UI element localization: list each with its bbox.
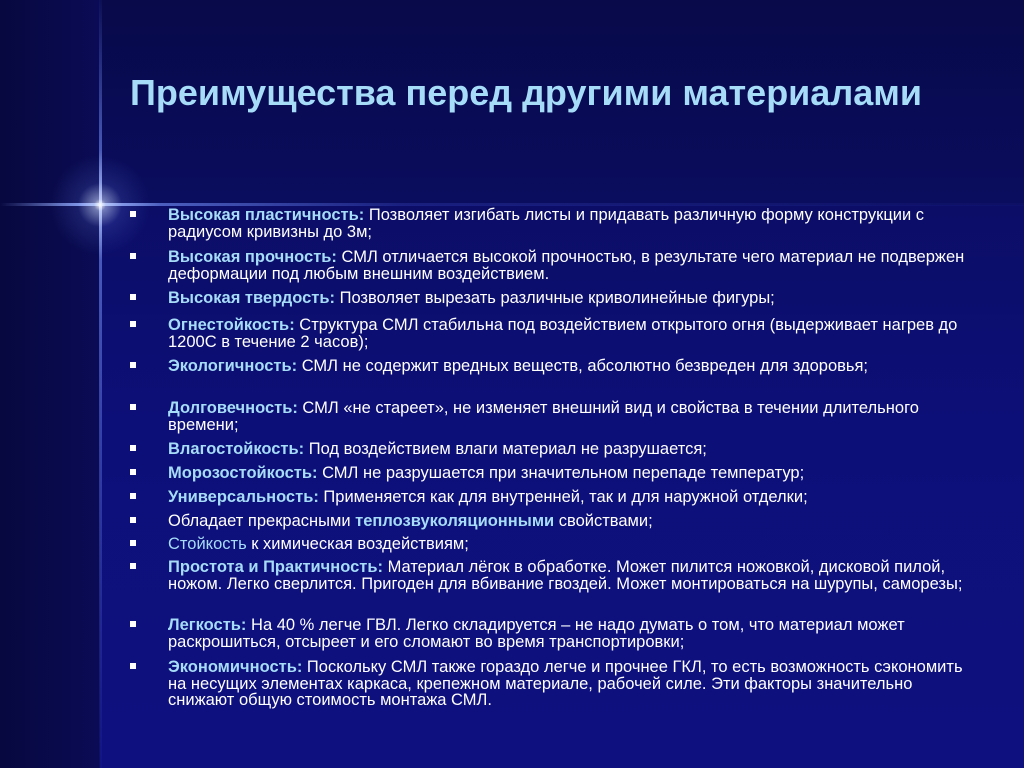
item-text: Структура СМЛ стабильна под воздействием открытого огня (выдерживает нагрев до 1200С в течение 2 часов); — [168, 316, 958, 351]
square-bullet-icon — [130, 362, 136, 368]
item-term: Экологичность: — [168, 357, 298, 375]
square-bullet-icon — [130, 294, 136, 300]
item-text: Под воздействием влаги материал не разрушается; — [304, 440, 707, 458]
list-item — [130, 317, 970, 358]
list-item — [130, 249, 970, 290]
square-bullet-icon — [130, 211, 136, 217]
vertical-light-line — [99, 0, 102, 768]
item-text: На 40 % легче ГВЛ. Легко складируется – не надо думать о том, что материал может раскрошиться, отсыреет и его сломают во время транспортировки; — [168, 616, 905, 651]
list-item — [130, 465, 970, 489]
item-term: Простота и Практичность: — [168, 558, 383, 576]
list-item — [130, 536, 970, 559]
item-term: Морозостойкость: — [168, 464, 318, 482]
item-term: Высокая пластичность: — [168, 206, 365, 224]
square-bullet-icon — [130, 563, 136, 569]
square-bullet-icon — [130, 540, 136, 546]
item-text: Позволяет вырезать различные криволинейные фигуры; — [335, 289, 775, 307]
square-bullet-icon — [130, 517, 136, 523]
square-bullet-icon — [130, 404, 136, 410]
item-term: Стойкость — [168, 535, 247, 553]
item-term: теплозвуколяционными — [355, 512, 555, 530]
list-item — [130, 489, 970, 513]
item-term: Долговечность: — [168, 399, 298, 417]
list-item — [130, 358, 970, 400]
list-item — [130, 559, 970, 617]
item-text: СМЛ не содержит вредных веществ, абсолютно безвреден для здоровья; — [297, 357, 869, 375]
item-text-prefix: Обладает прекрасными — [168, 512, 356, 530]
item-text: СМЛ «не стареет», не изменяет внешний вид и свойства в течении длительного времени; — [168, 399, 919, 434]
left-decor-band — [0, 0, 100, 768]
item-text: свойствами; — [554, 512, 653, 530]
item-text: Позволяет изгибать листы и придавать различную форму конструкции с радиусом кривизны до 3м; — [168, 206, 925, 241]
item-term: Влагостойкость: — [168, 440, 305, 458]
item-text: СМЛ не разрушается при значительном перепаде температур; — [317, 464, 805, 482]
list-item — [130, 659, 970, 711]
advantages-list — [130, 207, 970, 711]
item-text: СМЛ отличается высокой прочностью, в результате чего материал не подвержен деформации под любым внешним воздействием. — [168, 248, 965, 283]
square-bullet-icon — [130, 493, 136, 499]
square-bullet-icon — [130, 321, 136, 327]
square-bullet-icon — [130, 469, 136, 475]
square-bullet-icon — [130, 621, 136, 627]
item-term: Легкость: — [168, 616, 247, 634]
square-bullet-icon — [130, 663, 136, 669]
slide-title: Преимущества перед другими материалами — [130, 72, 922, 113]
item-text: Поскольку СМЛ также гораздо легче и прочнее ГКЛ, то есть возможность сэкономить на несущих элементах каркаса, крепежном материале, рабочей силе. Эти факторы значительно снижают общую стоимость монтажа СМЛ. — [168, 658, 963, 709]
list-item — [130, 617, 970, 659]
item-term: Экономичность: — [168, 658, 303, 676]
list-item — [130, 290, 970, 317]
item-term: Универсальность: — [168, 488, 319, 506]
list-item — [130, 513, 970, 536]
item-term: Высокая прочность: — [168, 248, 337, 266]
square-bullet-icon — [130, 445, 136, 451]
list-item — [130, 400, 970, 441]
item-term: Огнестойкость: — [168, 316, 295, 334]
item-text: Применяется как для внутренней, так и для наружной отделки; — [318, 488, 808, 506]
list-item — [130, 441, 970, 465]
list-item — [130, 207, 970, 249]
item-text: к химическая воздействиям; — [246, 535, 469, 553]
item-text: Материал лёгок в обработке. Может пилится ножовкой, дисковой пилой, ножом. Легко сверлится. Пригоден для вбивание гвоздей. Может монтироваться на шурупы, саморезы; — [168, 558, 963, 593]
item-term: Высокая твердость: — [168, 289, 335, 307]
square-bullet-icon — [130, 253, 136, 259]
